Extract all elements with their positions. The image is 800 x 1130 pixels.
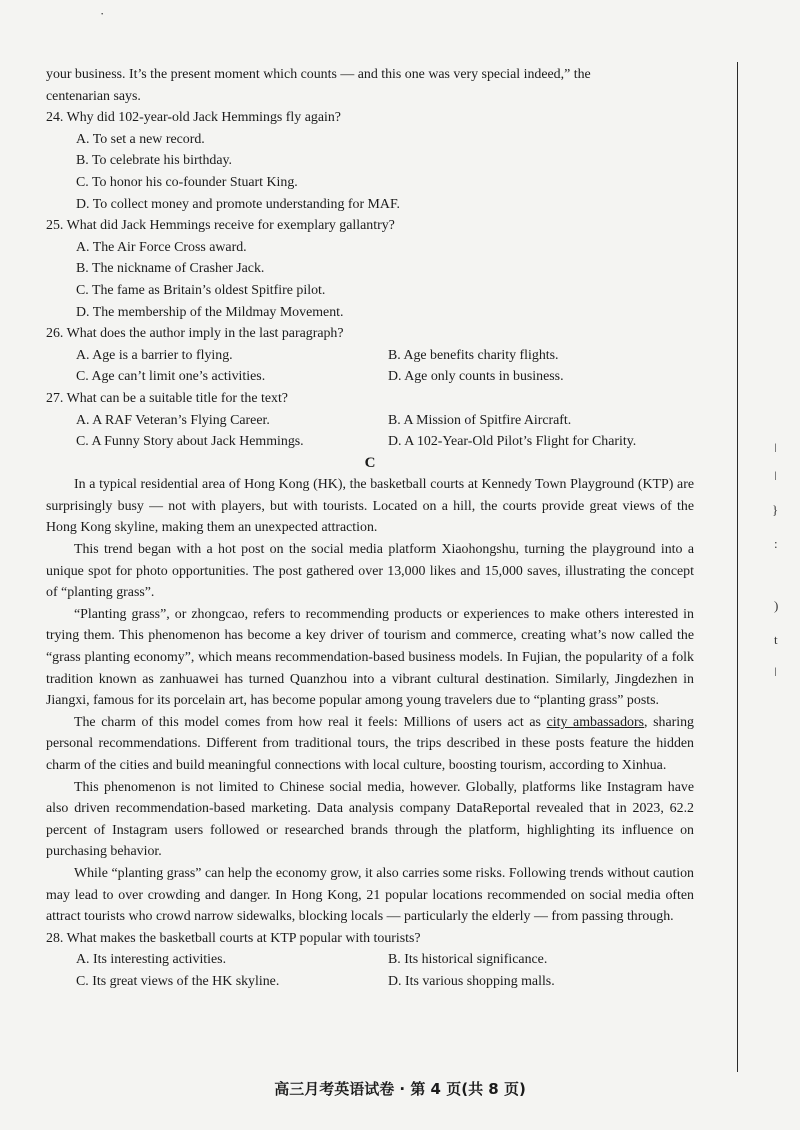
passage-c-para2: This trend began with a hot post on the social media platform Xiaohongshu, turning the playground into a unique spot for photo opportunities. The post gathered over 13,000 likes and 15,000 saves, illustrating the concept of “planting grass”. bbox=[46, 542, 694, 601]
underlined-term: city ambassadors bbox=[546, 714, 645, 730]
scan-speck: · bbox=[100, 6, 105, 21]
q27-option-b: B. A Mission of Spitfire Aircraft. bbox=[388, 412, 572, 428]
margin-mark: } bbox=[772, 502, 779, 517]
margin-rule bbox=[737, 62, 738, 1072]
q24-option-c: C. To honor his co-founder Stuart King. bbox=[76, 174, 298, 190]
q24-option-d: D. To collect money and promote understanding for MAF. bbox=[76, 196, 401, 212]
section-heading-c: C bbox=[364, 454, 376, 471]
q26-options-row2 bbox=[76, 366, 694, 388]
passage-c-para1: In a typical residential area of Hong Kong (HK), the basketball courts at Kennedy Town Playground (KTP) are surprisingly busy — not with players, but with tourists. Located on a hill, the courts provide great views of the Hong Kong skyline, making them an unexpected attraction. bbox=[46, 477, 694, 536]
margin-mark: ǀ bbox=[774, 664, 777, 679]
q24-option-b: B. To celebrate his birthday. bbox=[76, 153, 233, 169]
question-24: 24. Why did 102-year-old Jack Hemmings fly again? bbox=[46, 110, 341, 126]
passage-b-end-line1: your business. It’s the present moment which counts — and this one was very special indeed,” the bbox=[46, 67, 591, 82]
passage-c-para5: This phenomenon is not limited to Chinese social media, however. Globally, platforms like Instagram have also driven recommendation-based marketing. Data analysis company DataReportal revealed that in 2023, 62.2 percent of Instagram users followed or researched brands through the platform, highlighting its influence on purchasing behavior. bbox=[46, 779, 694, 860]
q26-option-a: A. Age is a barrier to flying. bbox=[76, 347, 233, 363]
q26-options-row1 bbox=[76, 345, 694, 367]
q28-option-c: C. Its great views of the HK skyline. bbox=[76, 973, 280, 989]
question-27: 27. What can be a suitable title for the text? bbox=[46, 390, 288, 406]
q27-option-c: C. A Funny Story about Jack Hemmings. bbox=[76, 434, 304, 450]
q25-option-d: D. The membership of the Mildmay Movement. bbox=[76, 304, 344, 320]
question-26: 26. What does the author imply in the last paragraph? bbox=[46, 326, 344, 342]
passage-c-para3: “Planting grass”, or zhongcao, refers to recommending products or experiences to make others interested in trying them. This phenomenon has become a key driver of tourism and commerce, creating what’s now called the “grass planting economy”, which means recommendation-based business models. In Fujian, the popularity of a folk tradition known as zanhuawei has turned Quanzhou into a vibrant cultural destination. Similarly, Jingdezhen in Jiangxi, famous for its porcelain art, has become popular among young travelers due to “planting grass” posts. bbox=[46, 606, 694, 709]
q25-option-a: A. The Air Force Cross award. bbox=[76, 239, 247, 255]
page-content bbox=[46, 64, 694, 993]
q25-option-b: B. The nickname of Crasher Jack. bbox=[76, 261, 265, 277]
passage-c-para6: While “planting grass” can help the economy grow, it also carries some risks. Following trends without caution may lead to over crowding and danger. In Hong Kong, 21 popular locations recommended on social media often attract tourists who crowd narrow sidewalks, blocking locals — particularly the elderly — from passing through. bbox=[46, 865, 694, 925]
page-footer: 高三月考英语试卷 · 第 4 页(共 8 页) bbox=[274, 1080, 526, 1098]
question-25: 25. What did Jack Hemmings receive for exemplary gallantry? bbox=[46, 218, 395, 234]
margin-mark: ǀ bbox=[774, 440, 777, 455]
margin-mark: : bbox=[774, 536, 778, 551]
margin-mark: ) bbox=[774, 598, 779, 613]
para4-text-before: The charm of this model comes from how real it feels: Millions of users act as bbox=[74, 714, 547, 730]
q26-option-d: D. Age only counts in business. bbox=[388, 369, 564, 385]
q27-option-d: D. A 102-Year-Old Pilot’s Flight for Charity. bbox=[388, 434, 637, 450]
q28-option-a: A. Its interesting activities. bbox=[76, 952, 227, 968]
q26-option-c: C. Age can’t limit one’s activities. bbox=[76, 369, 266, 385]
q24-option-a: A. To set a new record. bbox=[76, 131, 205, 147]
q28-option-b: B. Its historical significance. bbox=[388, 952, 548, 968]
q26-option-b: B. Age benefits charity flights. bbox=[388, 347, 559, 363]
q27-options-row1 bbox=[76, 410, 694, 432]
q28-options-row2 bbox=[76, 971, 694, 993]
q25-option-c: C. The fame as Britain’s oldest Spitfire pilot. bbox=[76, 282, 326, 298]
q28-option-d: D. Its various shopping malls. bbox=[388, 973, 555, 989]
passage-b-end-line2: centenarian says. bbox=[46, 88, 141, 104]
question-28: 28. What makes the basketball courts at KTP popular with tourists? bbox=[46, 930, 421, 946]
q27-option-a: A. A RAF Veteran’s Flying Career. bbox=[76, 412, 270, 428]
q28-options-row1 bbox=[76, 949, 694, 971]
margin-mark: t bbox=[774, 632, 778, 647]
q27-options-row2 bbox=[76, 431, 694, 453]
para4-text-after: , sharing personal recommendations. Different from traditional tours, the trips described in these posts feature the hidden charm of the cities and build meaningful connections with local culture, boosting tourism, according to Xinhua. bbox=[46, 714, 695, 773]
margin-mark: ǀ bbox=[774, 468, 777, 483]
passage-c-para4 bbox=[46, 712, 694, 777]
